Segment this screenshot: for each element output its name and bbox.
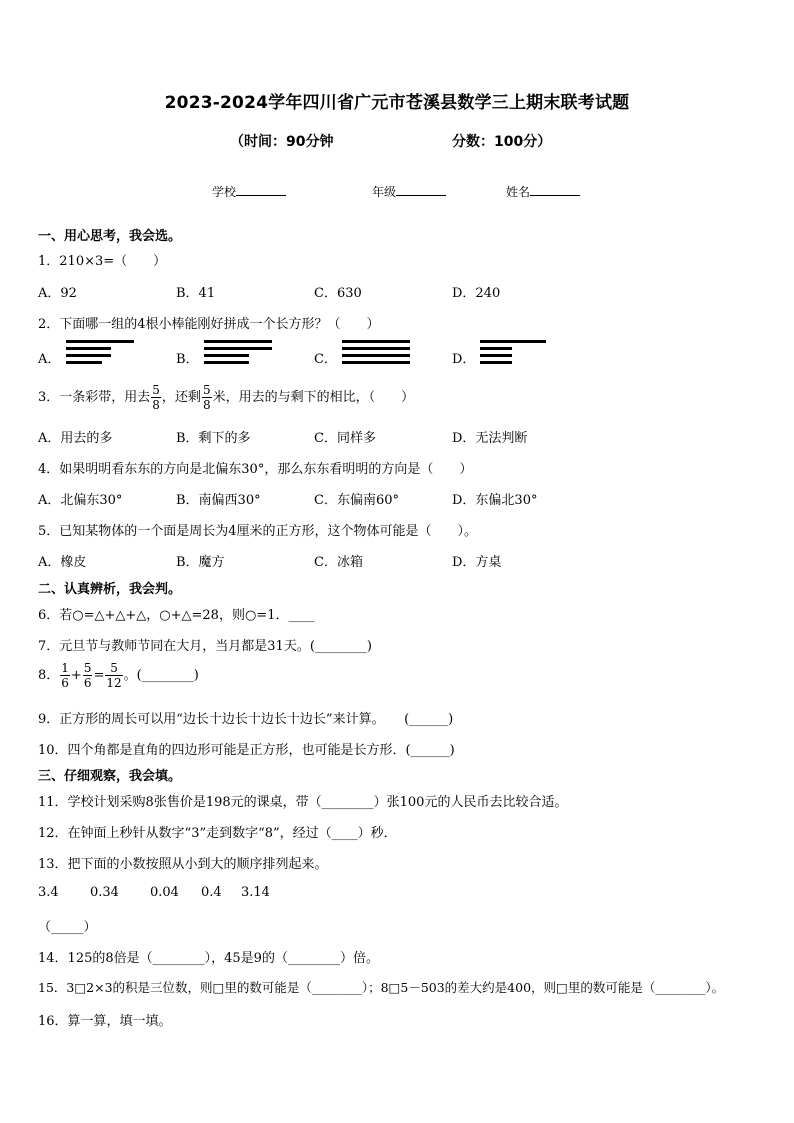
q2-option-d: D． [452,352,476,367]
q6-text: 6．若○=△+△+△，○+△=28，则○=1．____ [38,608,315,623]
q13-answer-blank: （_____） [38,920,97,935]
q8-plus: + [70,668,82,683]
q12-text: 12．在钟面上秒针从数字“3”走到数字“8”，经过（____）秒． [38,826,397,841]
q3-fraction-1-denominator: 8 [152,398,160,412]
q3-fraction-2 [202,383,212,412]
q3-option-b: B．剩下的多 [176,431,251,446]
grade-label: 年级 [372,185,397,199]
q10-text: 10．四个角都是直角的四边形可能是正方形，也可能是长方形．(______) [38,743,455,758]
q3-option-a: A．用去的多 [38,431,113,446]
q8-number: 8． [38,668,60,683]
q3-fraction-1-numerator: 5 [152,383,160,397]
q4-option-d: D．东偏北30° [452,493,538,508]
q3-fraction-1 [151,383,161,412]
q14-text: 14．125的8倍是（________），45是9的（________）倍。 [38,951,379,966]
q2-stem: 2．下面哪一组的4根小棒能刚好拼成一个长方形？（ ） [38,317,380,332]
q4-stem: 4．如果明明看东东的方向是北偏东30°，那么东东看明明的方向是（ ） [38,462,473,477]
q5-option-c: C．冰箱 [314,555,363,570]
q3-text-1: 3．一条彩带，用去 [38,390,151,405]
q3-fraction-2-denominator: 8 [202,398,211,412]
q1-option-d: D．240 [452,286,501,301]
q13-number-5: 3.14 [241,885,270,900]
grade-blank [396,183,446,196]
q2-option-a: A． [38,352,61,367]
grade-field [372,183,446,200]
q3-fraction-2-numerator: 5 [202,383,211,397]
q8-fraction-2-numerator: 5 [83,661,92,675]
q1-option-a: A．92 [38,286,77,301]
q4-option-b: B．南偏西30° [176,493,261,508]
q1-option-c: C．630 [314,286,362,301]
section-2-heading: 二、认真辨析，我会判。 [38,582,182,597]
q3-option-c: C．同样多 [314,431,376,446]
q1-stem: 1．210×3=（ ） [38,254,167,269]
q3-text-3: 米，用去的与剩下的相比，（ ） [212,390,415,405]
q8-fraction-2 [83,661,93,690]
q3-text-2: ，还剩 [161,390,201,405]
q8-fraction-1-numerator: 1 [61,661,69,675]
q13-number-1: 3.4 [38,885,59,900]
q13-text: 13．把下面的小数按照从小到大的顺序排列起来。 [38,857,328,872]
name-field [506,183,580,200]
q13-number-2: 0.34 [90,885,119,900]
q2-option-b: B． [176,352,199,367]
q8-fraction-3-denominator: 12 [106,676,122,690]
q1-option-b: B．41 [176,286,216,301]
name-label: 姓名 [506,185,531,199]
q8-tail: 。(________) [123,668,199,683]
q3-stem [38,383,414,412]
q13-number-4: 0.4 [201,885,222,900]
school-blank [236,183,286,196]
score-label: 分数：100分） [452,134,552,150]
q8-fraction-2-denominator: 6 [83,676,92,690]
q16-text: 16．算一算，填一填。 [38,1014,172,1029]
q5-option-a: A．橡皮 [38,555,87,570]
q4-option-c: C．东偏南60° [314,493,399,508]
q8-fraction-3-numerator: 5 [105,661,122,676]
q11-text: 11．学校计划采购8张售价是198元的课桌，带（________）张100元的人民币去比较合适。 [38,795,568,810]
school-field [212,183,286,200]
q9-text: 9．正方形的周长可以用“边长十边长十边长十边长”来计算。 (______) [38,712,454,727]
q3-option-d: D．无法判断 [452,431,528,446]
q2-option-c: C． [314,352,337,367]
time-label: （时间：90分钟 [230,134,334,150]
section-3-heading: 三、仔细观察，我会填。 [38,769,182,784]
q8-text [38,661,199,690]
q5-option-b: B．魔方 [176,555,225,570]
q5-stem: 5．已知某物体的一个面是周长为4厘米的正方形，这个物体可能是（ ）。 [38,524,478,539]
q15-text: 15．3□2×3的积是三位数，则□里的数可能是（________）；8□5－503的差大约是400，则□里的数可能是（________）。 [38,980,725,995]
q7-text: 7．元旦节与教师节同在大月，当月都是31天。(________) [38,639,372,654]
q8-fraction-1 [60,661,70,690]
section-1-heading: 一、用心思考，我会选。 [38,229,182,244]
q4-option-a: A．北偏东30° [38,493,123,508]
q13-number-3: 0.04 [150,885,179,900]
name-blank [530,183,580,196]
q8-fraction-1-denominator: 6 [61,676,69,690]
q8-fraction-3 [105,661,122,690]
q5-option-d: D．方桌 [452,555,502,570]
q8-equals: = [93,668,105,683]
page-title: 2023-2024学年四川省广元市苍溪县数学三上期末联考试题 [164,93,630,113]
school-label: 学校 [212,185,237,199]
